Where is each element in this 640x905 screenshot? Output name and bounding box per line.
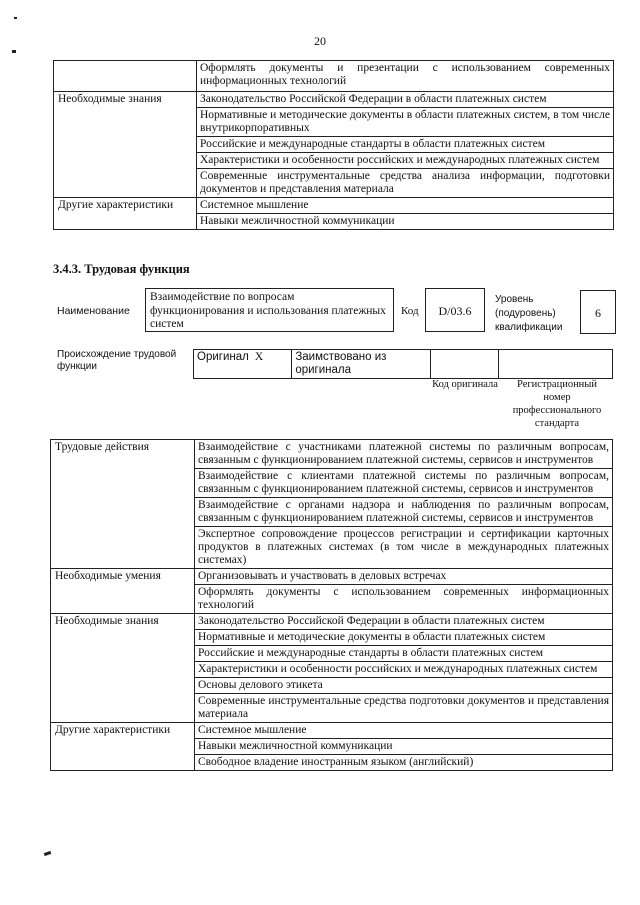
table-row bbox=[194, 350, 613, 379]
table-row bbox=[51, 614, 613, 630]
row-label-actions: Трудовые действия bbox=[51, 440, 195, 569]
borrowed-label: Заимствовано из оригинала bbox=[292, 350, 431, 379]
row-item: Оформлять документы с использованием современных информационных технологий bbox=[195, 585, 613, 614]
row-item: Взаимодействие с органами надзора и наблюдения по различным вопросам, связанным с функционированием платежной системы, сервисов и инструментов bbox=[195, 498, 613, 527]
table-row bbox=[51, 440, 613, 469]
scan-mark bbox=[14, 17, 17, 19]
name-label: Наименование bbox=[57, 305, 130, 317]
origin-table bbox=[193, 349, 613, 379]
row-item: Оформлять документы и презентации с использованием современных информационных технологий bbox=[197, 61, 614, 92]
row-item: Нормативные и методические документы в области платежных систем, в том числе внутрикорпоративных bbox=[197, 108, 614, 137]
page-number: 20 bbox=[314, 34, 326, 48]
registration-number-cell bbox=[499, 350, 613, 379]
row-item: Взаимодействие с клиентами платежной системы по различным вопросам, связанным с функционированием платежной системы, сервисов и инструментов bbox=[195, 469, 613, 498]
function-name: Взаимодействие по вопросам функционирования и использования платежных систем bbox=[145, 288, 394, 332]
code-label: Код bbox=[401, 305, 419, 317]
row-item: Характеристики и особенности российских и международных платежных систем bbox=[195, 662, 613, 678]
table-row bbox=[54, 92, 614, 108]
row-item: Российские и международные стандарты в области платежных систем bbox=[197, 137, 614, 153]
scan-mark bbox=[44, 851, 52, 856]
row-item: Экспертное сопровождение процессов регистрации и сертификации карточных продуктов в платежных системах (в том числе в международных платежных системах) bbox=[195, 527, 613, 569]
table-row bbox=[54, 198, 614, 214]
row-item: Системное мышление bbox=[197, 198, 614, 214]
original-label: Оригинал bbox=[194, 350, 252, 379]
row-item: Взаимодействие с участниками платежной системы по различным вопросам, связанным с функционированием платежной системы, сервисов и инструментов bbox=[195, 440, 613, 469]
table-row bbox=[51, 723, 613, 739]
row-item: Навыки межличностной коммуникации bbox=[195, 739, 613, 755]
function-code: D/03.6 bbox=[425, 288, 485, 332]
origin-label: Происхождение трудовой функции bbox=[57, 349, 177, 372]
row-item: Организовывать и участвовать в деловых встречах bbox=[195, 569, 613, 585]
row-item: Навыки межличностной коммуникации bbox=[197, 214, 614, 230]
row-label-knowledge: Необходимые знания bbox=[51, 614, 195, 723]
table-row bbox=[51, 569, 613, 585]
row-item: Российские и международные стандарты в области платежных систем bbox=[195, 646, 613, 662]
row-label-skills: Необходимые умения bbox=[51, 569, 195, 614]
row-item: Свободное владение иностранным языком (английский) bbox=[195, 755, 613, 771]
original-mark: X bbox=[252, 350, 292, 379]
row-label-other: Другие характеристики bbox=[54, 198, 197, 230]
level-label: Уровень (подуровень) квалификации bbox=[495, 294, 563, 333]
top-requirements-table bbox=[53, 60, 614, 230]
main-requirements-table bbox=[50, 439, 613, 771]
row-item: Системное мышление bbox=[195, 723, 613, 739]
row-label-knowledge: Необходимые знания bbox=[54, 92, 197, 198]
section-title: 3.4.3. Трудовая функция bbox=[53, 262, 190, 276]
row-label bbox=[54, 61, 197, 92]
row-item: Законодательство Российской Федерации в области платежных систем bbox=[195, 614, 613, 630]
row-item: Нормативные и методические документы в области платежных систем bbox=[195, 630, 613, 646]
row-item: Основы делового этикета bbox=[195, 678, 613, 694]
row-item: Характеристики и особенности российских и международных платежных систем bbox=[197, 153, 614, 169]
scan-mark bbox=[12, 50, 16, 53]
row-item: Законодательство Российской Федерации в области платежных систем bbox=[197, 92, 614, 108]
row-item: Современные инструментальные средства подготовки документов и представления материала bbox=[195, 694, 613, 723]
original-code-cell bbox=[431, 350, 499, 379]
original-code-caption: Код оригинала bbox=[432, 379, 498, 390]
qualification-level: 6 bbox=[580, 290, 616, 334]
row-item: Современные инструментальные средства анализа информации, подготовки документов и представления материала bbox=[197, 169, 614, 198]
registration-number-caption: Регистрационный номер профессионального стандарта bbox=[512, 379, 602, 429]
table-row bbox=[54, 61, 614, 92]
row-label-other: Другие характеристики bbox=[51, 723, 195, 771]
